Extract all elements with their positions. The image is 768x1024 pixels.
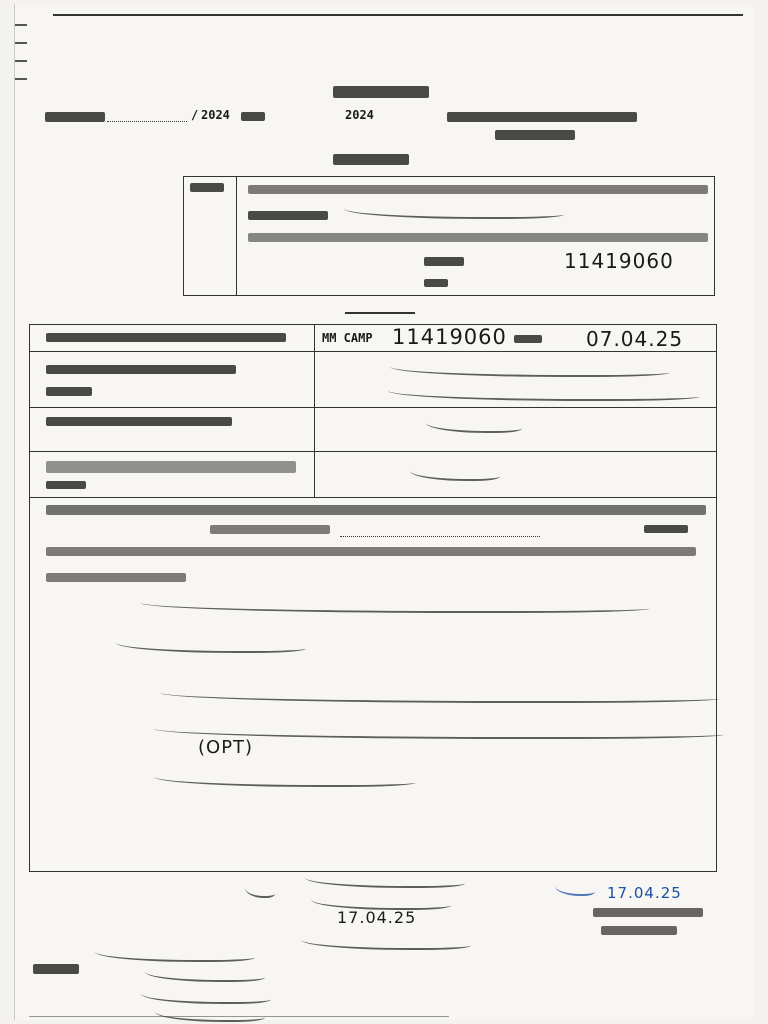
row-label-department — [46, 461, 296, 473]
handwritten-line — [116, 637, 306, 653]
divider — [345, 312, 415, 314]
row-label-request-details — [46, 417, 232, 426]
camp-label: MM CAMP — [322, 331, 373, 345]
details-table — [29, 324, 717, 872]
document-page: / 2024 2024 11419060 MM CAMP 11419060 07.04.25 (OPT) 17.04.25 17.04.25 — [14, 4, 753, 1020]
margin-mark — [15, 24, 27, 26]
narrative-printed-line — [46, 505, 706, 515]
subheading — [333, 154, 409, 165]
footer-date: 17.04.25 — [337, 908, 417, 927]
petition-number: 11419060 — [392, 325, 507, 349]
handwritten-line — [160, 687, 720, 703]
top-rule — [53, 14, 743, 16]
margin-mark — [15, 42, 27, 44]
margin-mark — [15, 78, 27, 80]
signature-date: 17.04.25 — [607, 884, 682, 902]
row-label-petition-number — [46, 333, 286, 342]
petition-date: 07.04.25 — [586, 327, 684, 351]
option-code: (OPT) — [198, 737, 254, 758]
handwritten-line — [140, 597, 650, 613]
bottom-rule — [29, 1016, 449, 1017]
row-label-name-address — [46, 365, 236, 374]
margin-mark — [15, 60, 27, 62]
reference-box — [183, 176, 715, 296]
reference-petition-number: 11419060 — [564, 249, 674, 273]
reference-year-2: 2024 — [345, 108, 374, 122]
reference-year: 2024 — [201, 108, 230, 122]
handwritten-line — [154, 771, 416, 787]
